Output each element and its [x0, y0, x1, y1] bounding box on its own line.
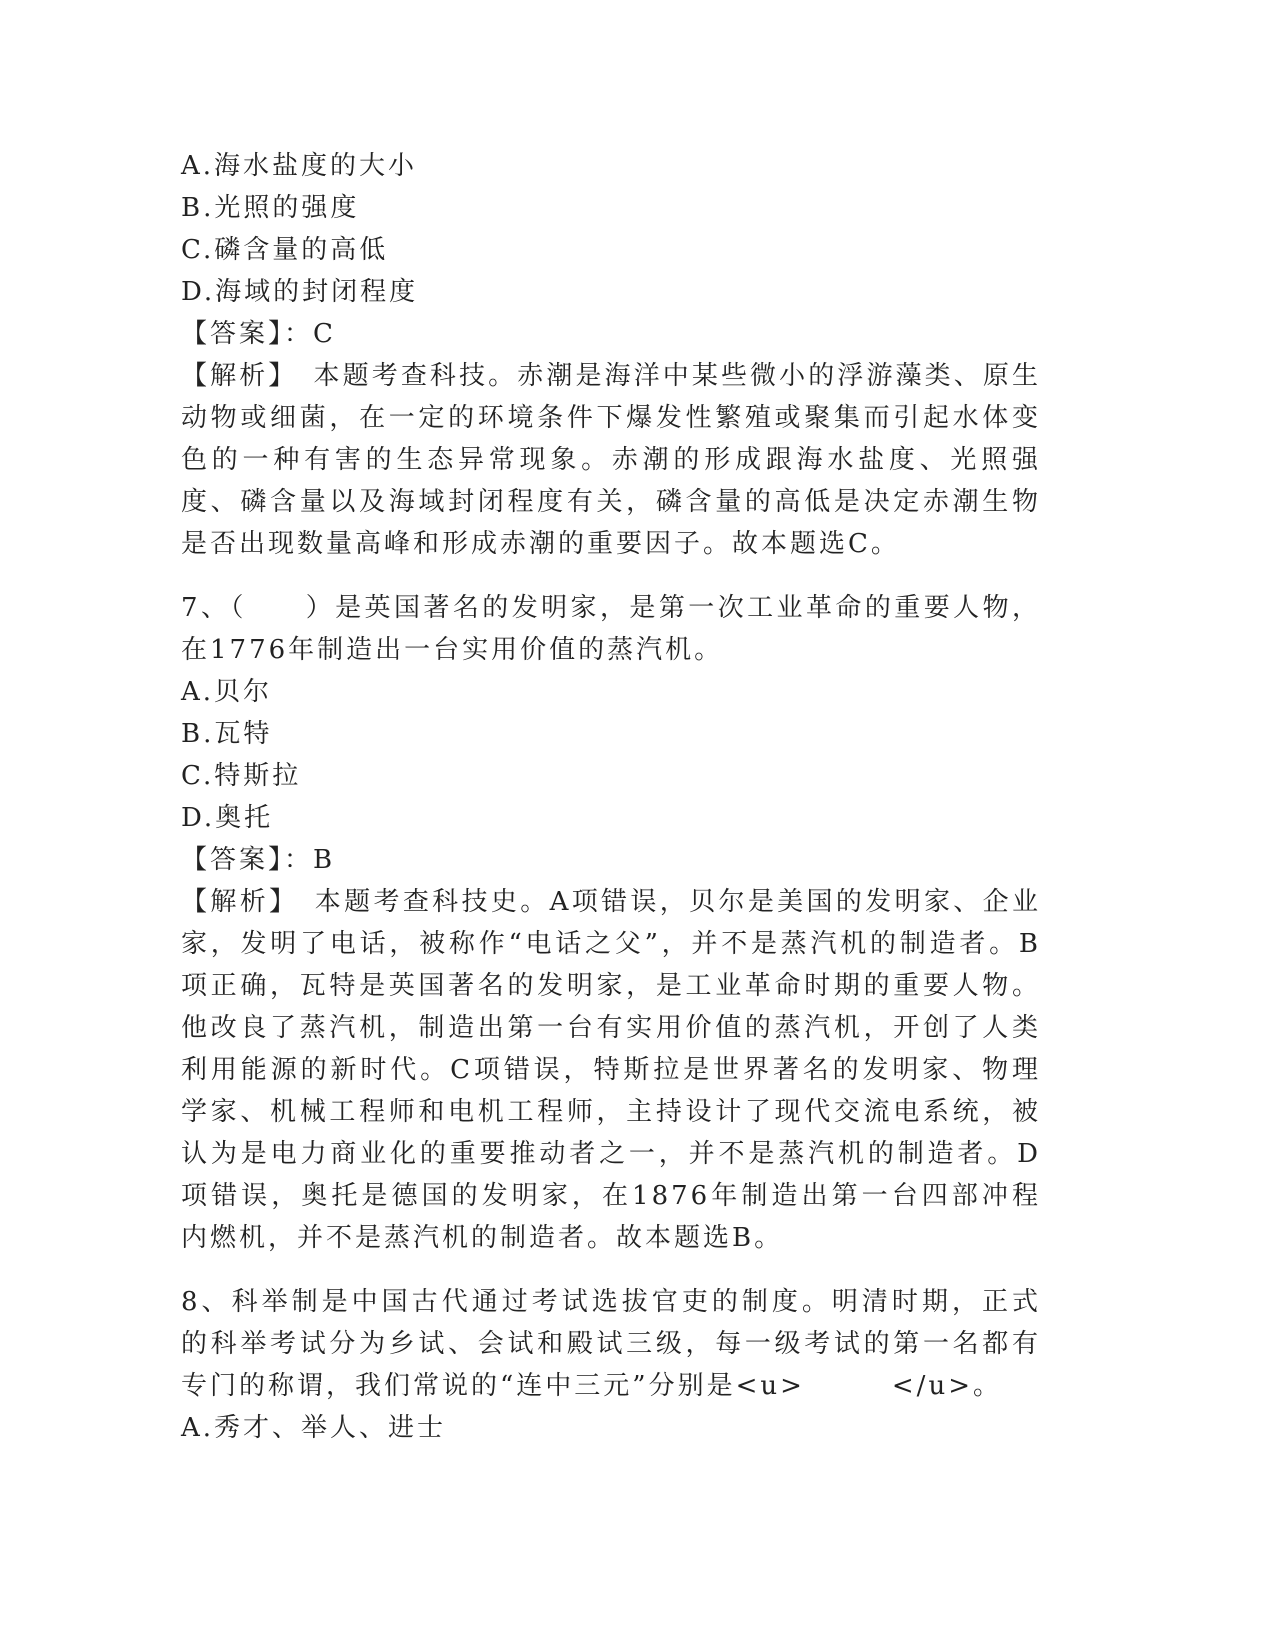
question-spacer [181, 1259, 1041, 1281]
q6-option-a: A.海水盐度的大小 [181, 151, 418, 181]
question-spacer [181, 565, 1041, 587]
q6-analysis: 【解析】 本题考查科技。赤潮是海洋中某些微小的浮游藻类、原生动物或细菌，在一定的环境条件下爆发性繁殖或聚集而引起水体变色的一种有害的生态异常现象。赤潮的形成跟海水盐度、光照强度、磷含量以及海域封闭程度有关，磷含量的高低是决定赤潮生物是否出现数量高峰和形成赤潮的重要因子。故本题选C。 [181, 361, 1041, 559]
q7-question: 7、（ ）是英国著名的发明家，是第一次工业革命的重要人物，在1776年制造出一台实用价值的蒸汽机。 [181, 593, 1041, 665]
q7-option-c: C.特斯拉 [181, 761, 302, 791]
q6-answer: 【答案】：C [181, 319, 336, 349]
q8-option-a: A.秀才、举人、进士 [181, 1413, 447, 1443]
q7-answer: 【答案】：B [181, 845, 336, 875]
q7-analysis: 【解析】 本题考查科技史。A项错误，贝尔是美国的发明家、企业家，发明了电话，被称作“电话之父”，并不是蒸汽机的制造者。B项正确，瓦特是英国著名的发明家，是工业革命时期的重要人物。他改良了蒸汽机，制造出第一台有实用价值的蒸汽机，开创了人类利用能源的新时代。C项错误，特斯拉是世界著名的发明家、物理学家、机械工程师和电机工程师，主持设计了现代交流电系统，被认为是电力商业化的重要推动者之一，并不是蒸汽机的制造者。D项错误，奥托是德国的发明家，在1876年制造出第一台四部冲程内燃机，并不是蒸汽机的制造者。故本题选B。 [181, 887, 1041, 1253]
q7-option-b: B.瓦特 [181, 719, 273, 749]
q6-option-c: C.磷含量的高低 [181, 235, 389, 265]
q7-option-a: A.贝尔 [181, 677, 273, 707]
q8-question: 8、科举制是中国古代通过考试选拔官吏的制度。明清时期，正式的科举考试分为乡试、会试和殿试三级，每一级考试的第一名都有专门的称谓，我们常说的“连中三元”分别是<u> </u>。 [181, 1287, 1041, 1401]
q6-option-d: D.海域的封闭程度 [181, 277, 419, 307]
document-page [181, 145, 1041, 1449]
q7-option-d: D.奥托 [181, 803, 274, 833]
q6-option-b: B.光照的强度 [181, 193, 360, 223]
